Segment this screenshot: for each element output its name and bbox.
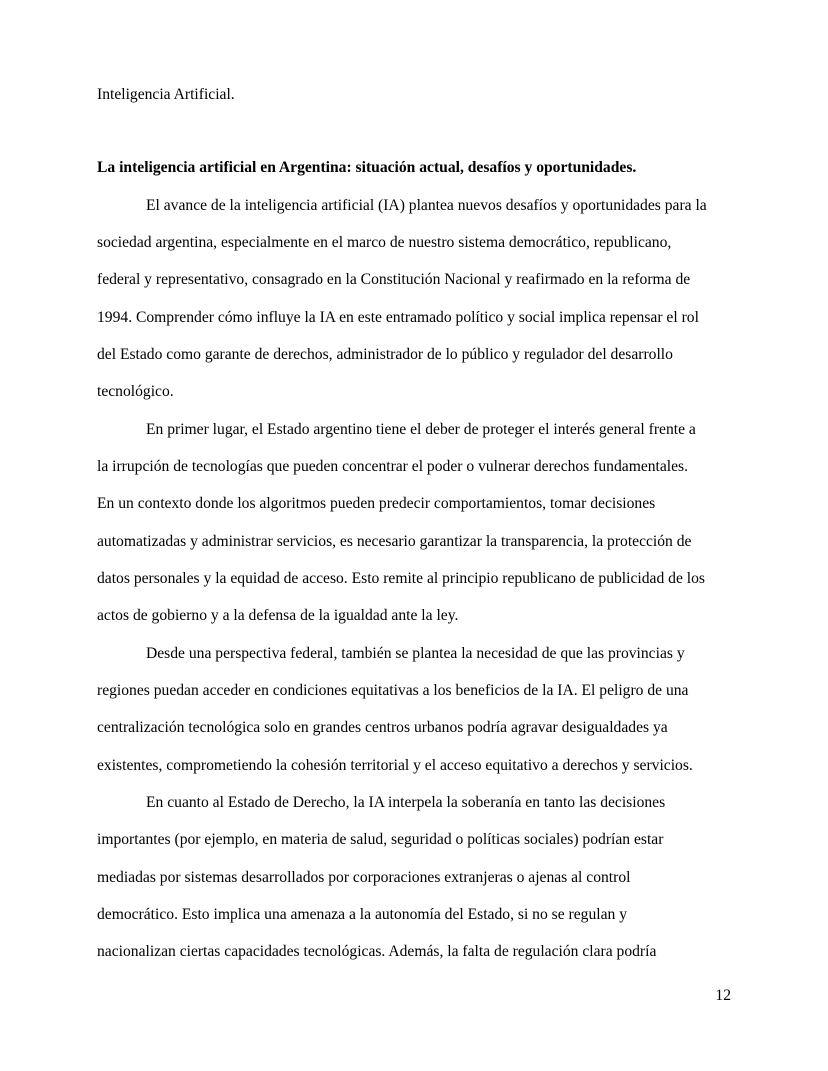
paragraph-1-line-2: sociedad argentina, especialmente en el marco de nuestro sistema democrático, republicano, bbox=[97, 234, 672, 251]
paragraph-2-line-4: automatizadas y administrar servicios, es necesario garantizar la transparencia, la protección de bbox=[97, 533, 692, 550]
paragraph-2-line-3: En un contexto donde los algoritmos pueden predecir comportamientos, tomar decisiones bbox=[97, 495, 656, 512]
paragraph-2-line-2: la irrupción de tecnologías que pueden concentrar el poder o vulnerar derechos fundamentales. bbox=[97, 458, 689, 475]
paragraph-1-line-6: tecnológico. bbox=[97, 383, 174, 400]
page-number: 12 bbox=[715, 987, 731, 1004]
previous-section-end-line: Inteligencia Artificial. bbox=[97, 86, 235, 103]
paragraph-1-line-4: 1994. Comprender cómo influye la IA en este entramado político y social implica repensar el rol bbox=[97, 309, 699, 326]
paragraph-2-line-6: actos de gobierno y a la defensa de la igualdad ante la ley. bbox=[97, 607, 459, 624]
paragraph-1-line-3: federal y representativo, consagrado en la Constitución Nacional y reafirmado en la reforma de bbox=[97, 271, 691, 288]
paragraph-1-line-1: El avance de la inteligencia artificial (IA) plantea nuevos desafíos y oportunidades para la bbox=[146, 197, 707, 214]
paragraph-3-line-4: existentes, comprometiendo la cohesión territorial y el acceso equitativo a derechos y servicios. bbox=[97, 757, 693, 774]
paragraph-3-line-2: regiones puedan acceder en condiciones equitativas a los beneficios de la IA. El peligro de una bbox=[97, 682, 689, 699]
paragraph-2-line-1: En primer lugar, el Estado argentino tiene el deber de proteger el interés general frente a bbox=[146, 421, 696, 438]
paragraph-4-line-3: mediadas por sistemas desarrollados por corporaciones extranjeras o ajenas al control bbox=[97, 869, 631, 886]
paragraph-4-line-4: democrático. Esto implica una amenaza a la autonomía del Estado, si no se regulan y bbox=[97, 906, 628, 923]
paragraph-3-line-3: centralización tecnológica solo en grandes centros urbanos podría agravar desigualdades ya bbox=[97, 719, 668, 736]
paragraph-1-line-5: del Estado como garante de derechos, administrador de lo público y regulador del desarrollo bbox=[97, 346, 673, 363]
paragraph-4-line-5: nacionalizan ciertas capacidades tecnológicas. Además, la falta de regulación clara podría bbox=[97, 943, 657, 960]
paragraph-4-line-2: importantes (por ejemplo, en materia de salud, seguridad o políticas sociales) podrían estar bbox=[97, 831, 664, 848]
paragraph-4-line-1: En cuanto al Estado de Derecho, la IA interpela la soberanía en tanto las decisiones bbox=[146, 794, 666, 811]
section-heading: La inteligencia artificial en Argentina: situación actual, desafíos y oportunidades. bbox=[97, 159, 637, 176]
paragraph-2-line-5: datos personales y la equidad de acceso. Esto remite al principio republicano de publicidad de los bbox=[97, 570, 705, 587]
paragraph-3-line-1: Desde una perspectiva federal, también se plantea la necesidad de que las provincias y bbox=[146, 645, 685, 662]
